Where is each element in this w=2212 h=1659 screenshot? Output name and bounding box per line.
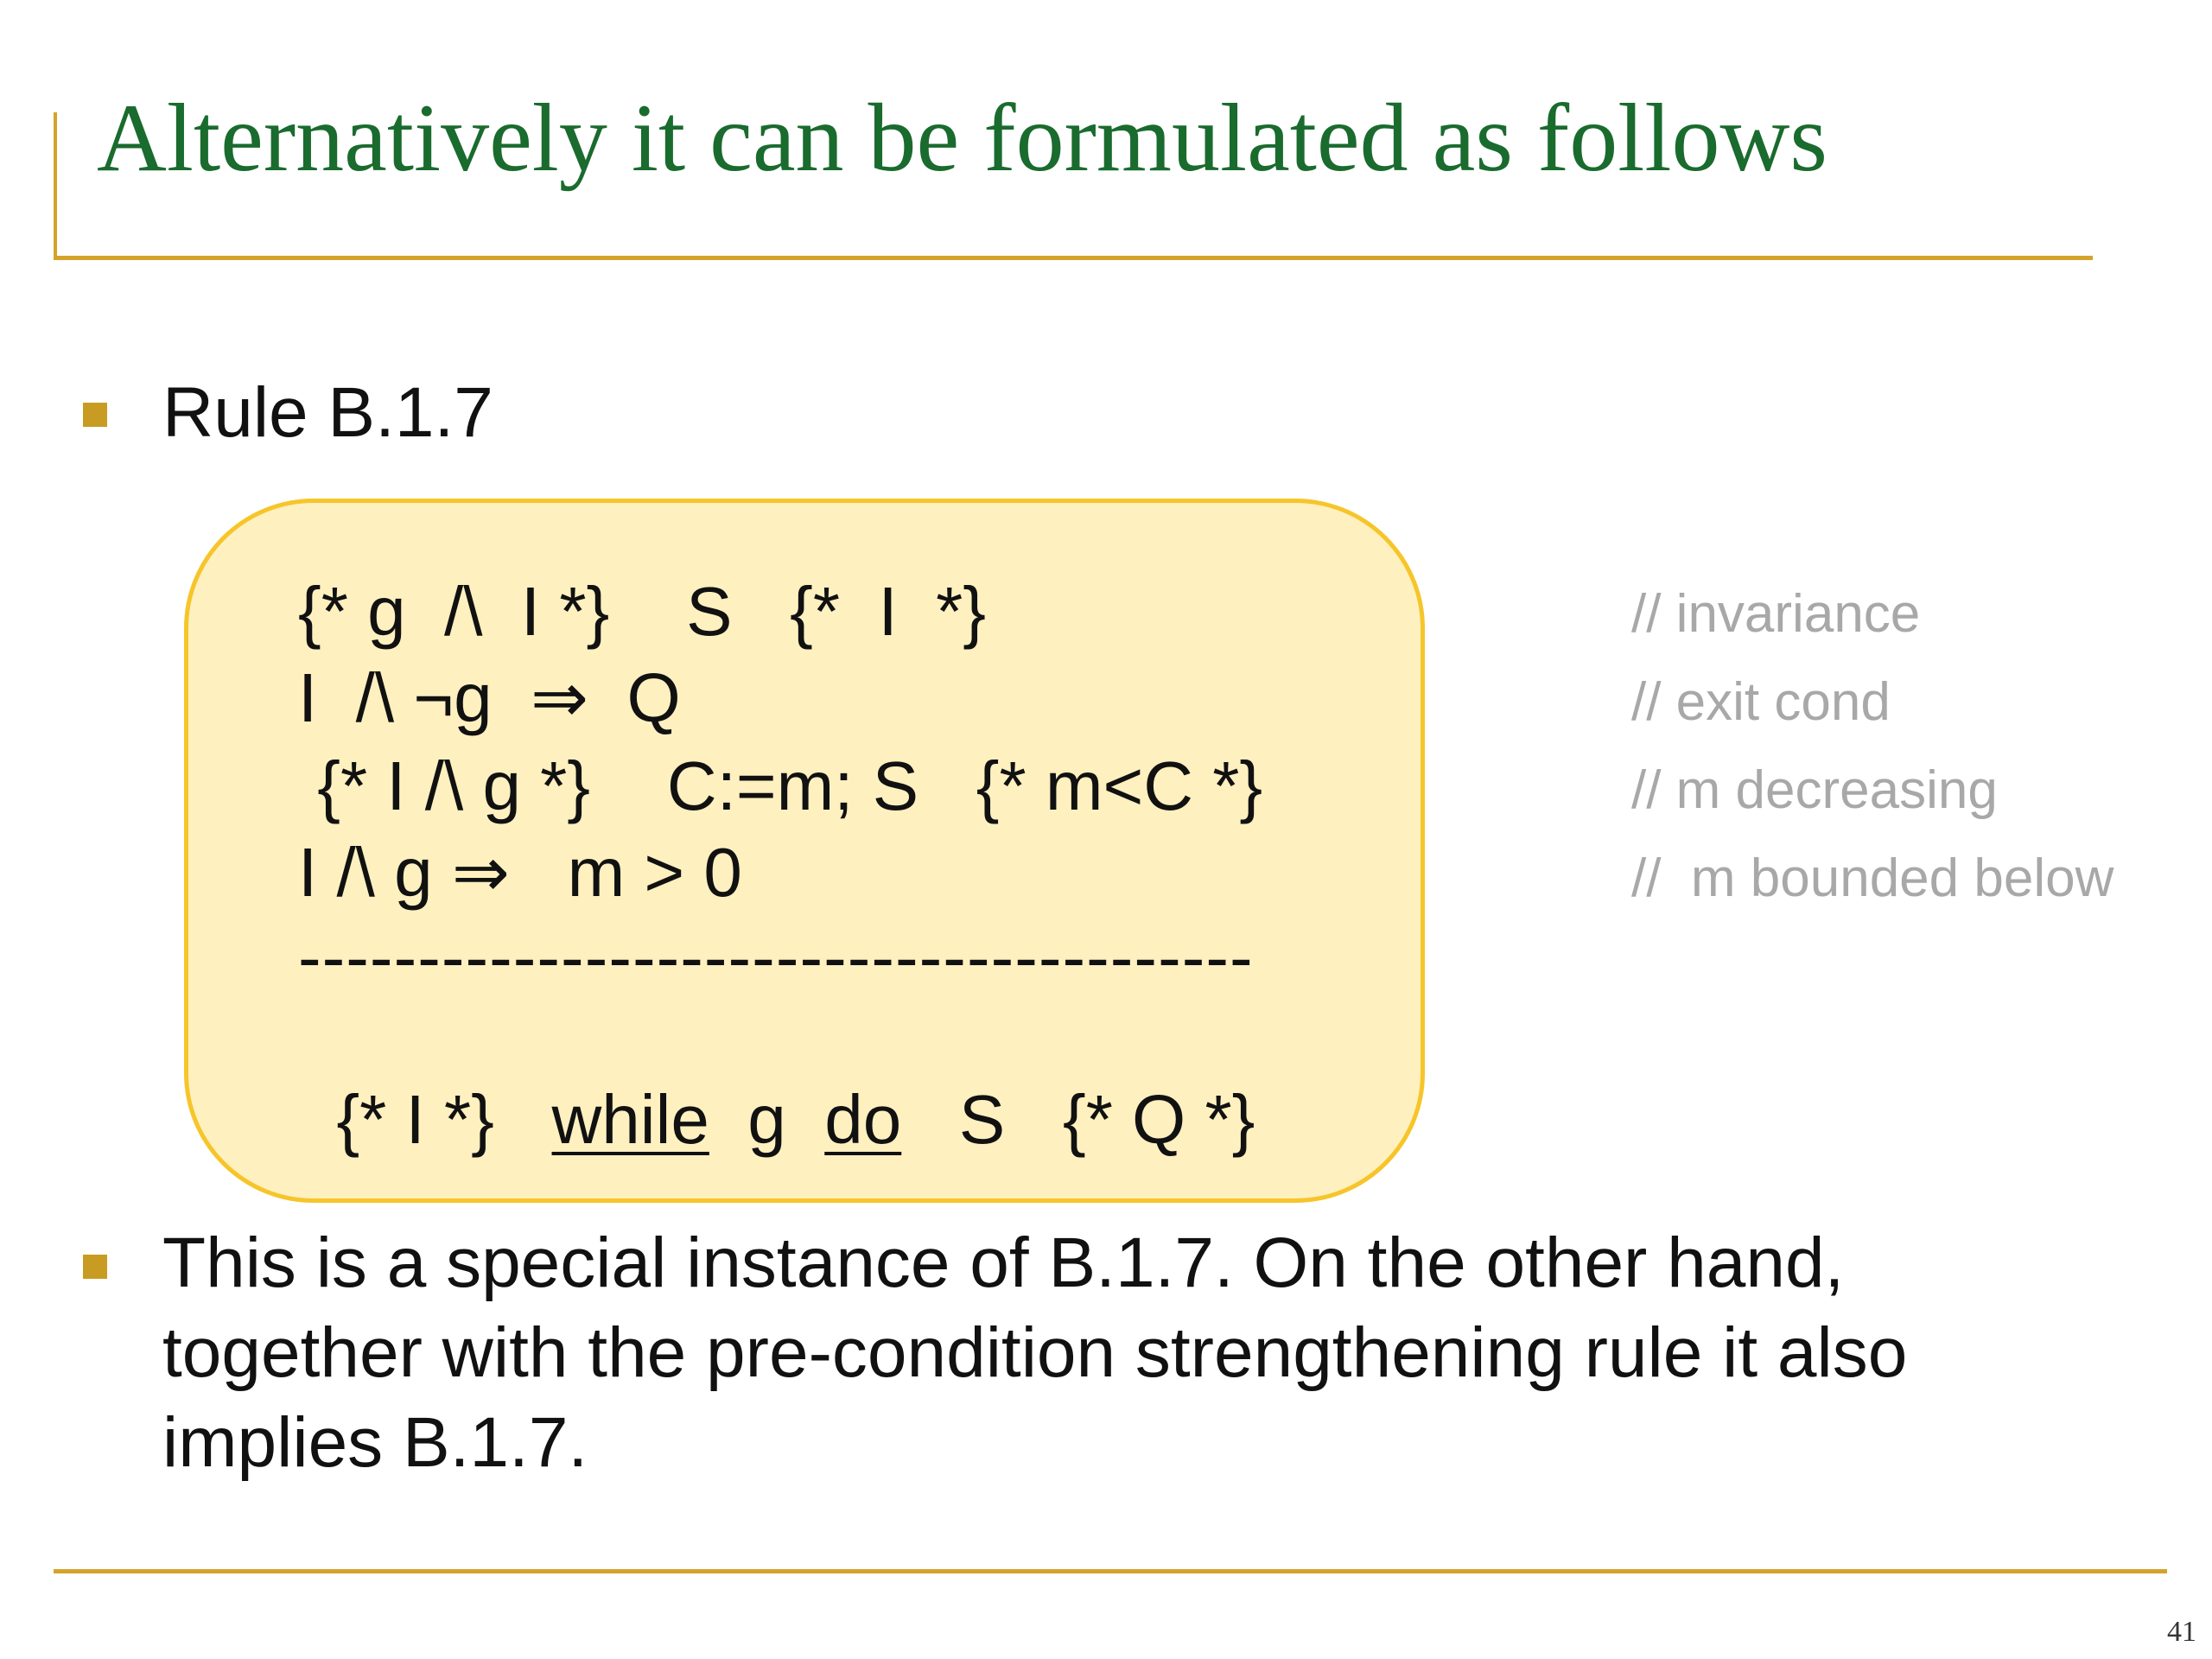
page-number: 41 <box>2167 1616 2196 1648</box>
conclusion-precondition: {* I *} <box>336 1081 494 1158</box>
conclusion-body: S <box>958 1081 1006 1158</box>
premise-bounded: I /\ g ⇒ m > 0 <box>298 834 742 911</box>
premise-exit-condition: I /\ ¬g ⇒ Q <box>298 659 681 736</box>
title-underline <box>54 256 2093 260</box>
conclusion-postcondition: {* Q *} <box>1062 1081 1255 1158</box>
slide-title: Alternatively it can be formulated as follows <box>97 85 1827 192</box>
title-accent-bar <box>54 112 57 259</box>
rule-separator: ---------------------------------------- <box>298 918 1254 995</box>
bullet-explanation-line-1: This is a special instance of B.1.7. On the other hand, <box>162 1224 1845 1302</box>
bullet-rule-label: Rule B.1.7 <box>162 373 493 452</box>
bullet-explanation-line-3: implies B.1.7. <box>162 1403 588 1482</box>
comment-m-bounded-below: // m bounded below <box>1631 849 2114 908</box>
comment-invariance: // invariance <box>1631 584 1921 644</box>
bullet-explanation-line-2: together with the pre-condition strengthening rule it also <box>162 1313 1908 1392</box>
rule-conclusion <box>298 1016 1255 1158</box>
conclusion-guard: g <box>747 1081 786 1158</box>
premise-decreasing: {* I /\ g *} C:=m; S {* m<C *} <box>298 747 1263 824</box>
bullet-marker-2 <box>83 1255 107 1279</box>
comment-m-decreasing: // m decreasing <box>1631 760 1998 820</box>
keyword-while: while <box>551 1081 709 1158</box>
premise-invariance: {* g /\ I *} S {* I *} <box>298 573 987 650</box>
comment-exit-cond: // exit cond <box>1631 672 1891 732</box>
keyword-do: do <box>824 1081 902 1158</box>
footer-rule <box>54 1569 2167 1573</box>
bullet-marker-1 <box>83 403 107 427</box>
